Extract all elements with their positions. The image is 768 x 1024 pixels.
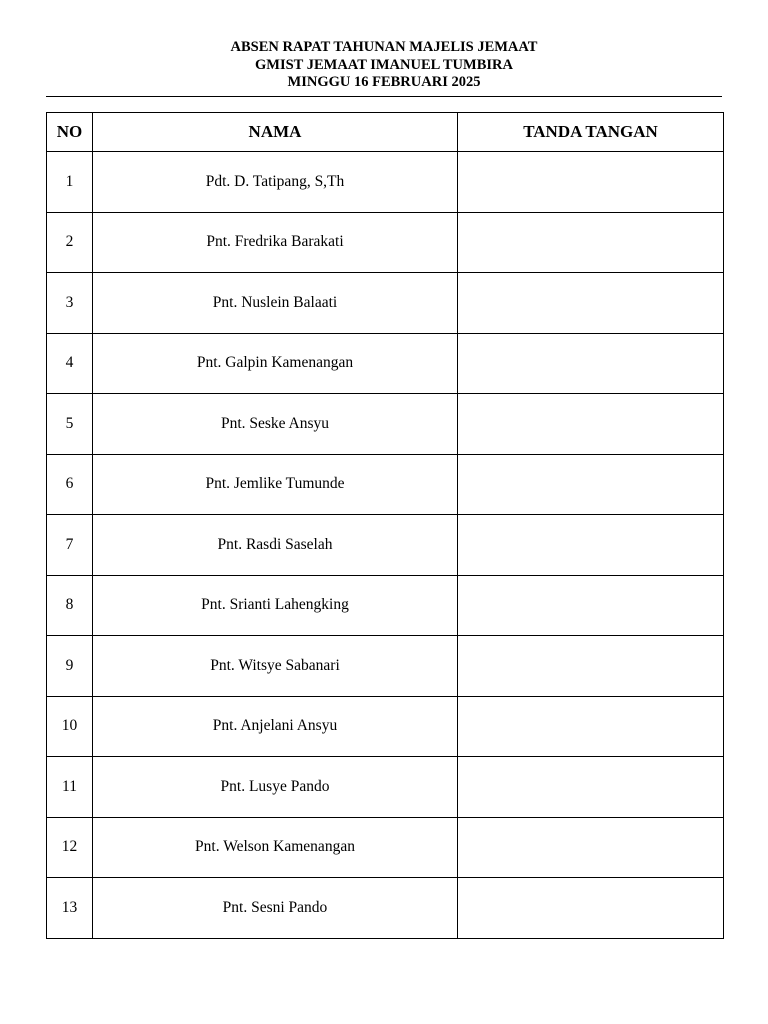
member-name: Pnt. Srianti Lahengking — [93, 575, 458, 636]
table-row — [47, 515, 724, 576]
signature-cell — [458, 878, 724, 939]
table-row — [47, 575, 724, 636]
signature-cell — [458, 333, 724, 394]
table-row — [47, 757, 724, 818]
table-row — [47, 212, 724, 273]
member-name: Pnt. Fredrika Barakati — [93, 212, 458, 273]
member-name: Pnt. Nuslein Balaati — [93, 273, 458, 334]
meeting-date: MINGGU 16 FEBRUARI 2025 — [287, 74, 481, 90]
member-name: Pnt. Lusye Pando — [93, 757, 458, 818]
member-name: Pnt. Sesni Pando — [93, 878, 458, 939]
document-title: ABSEN RAPAT TAHUNAN MAJELIS JEMAAT — [230, 39, 538, 55]
member-name: Pnt. Anjelani Ansyu — [93, 696, 458, 757]
row-number: 8 — [47, 575, 93, 636]
table-row — [47, 636, 724, 697]
member-name: Pnt. Seske Ansyu — [93, 394, 458, 455]
signature-cell — [458, 575, 724, 636]
table-row — [47, 696, 724, 757]
signature-cell — [458, 394, 724, 455]
member-name: Pnt. Jemlike Tumunde — [93, 454, 458, 515]
row-number: 4 — [47, 333, 93, 394]
table-row — [47, 152, 724, 213]
table-row — [47, 394, 724, 455]
attendance-table — [46, 112, 724, 939]
signature-cell — [458, 454, 724, 515]
column-header-name: NAMA — [93, 113, 458, 152]
signature-cell — [458, 152, 724, 213]
table-row — [47, 878, 724, 939]
row-number: 5 — [47, 394, 93, 455]
member-name: Pdt. D. Tatipang, S,Th — [93, 152, 458, 213]
signature-cell — [458, 515, 724, 576]
member-name: Pnt. Witsye Sabanari — [93, 636, 458, 697]
table-row — [47, 333, 724, 394]
signature-cell — [458, 696, 724, 757]
table-row — [47, 817, 724, 878]
row-number: 3 — [47, 273, 93, 334]
row-number: 10 — [47, 696, 93, 757]
member-name: Pnt. Rasdi Saselah — [93, 515, 458, 576]
row-number: 1 — [47, 152, 93, 213]
column-header-signature: TANDA TANGAN — [458, 113, 724, 152]
signature-cell — [458, 212, 724, 273]
signature-cell — [458, 817, 724, 878]
row-number: 11 — [47, 757, 93, 818]
column-header-no: NO — [47, 113, 93, 152]
signature-cell — [458, 636, 724, 697]
row-number: 9 — [47, 636, 93, 697]
church-name: GMIST JEMAAT IMANUEL TUMBIRA — [255, 56, 513, 73]
header-divider — [46, 96, 722, 97]
table-row — [47, 273, 724, 334]
member-name: Pnt. Galpin Kamenangan — [93, 333, 458, 394]
row-number: 2 — [47, 212, 93, 273]
attendance-rows — [47, 152, 724, 939]
member-name: Pnt. Welson Kamenangan — [93, 817, 458, 878]
signature-cell — [458, 273, 724, 334]
document-header — [0, 39, 768, 92]
row-number: 6 — [47, 454, 93, 515]
signature-cell — [458, 757, 724, 818]
table-row — [47, 454, 724, 515]
table-header-row — [47, 113, 724, 152]
row-number: 7 — [47, 515, 93, 576]
row-number: 12 — [47, 817, 93, 878]
row-number: 13 — [47, 878, 93, 939]
